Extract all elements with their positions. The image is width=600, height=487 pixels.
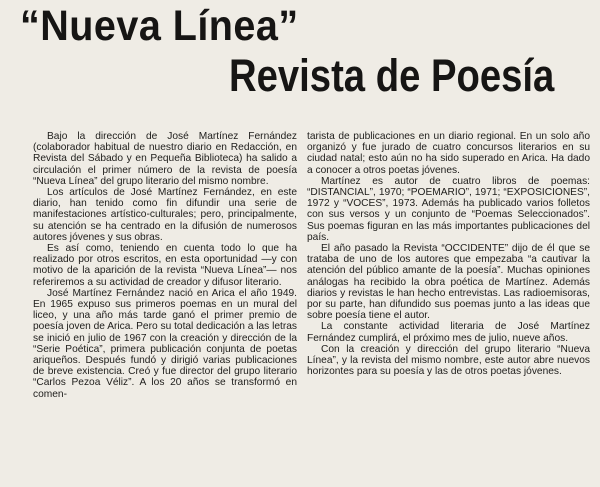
- article-paragraph-continued: tarista de publicaciones en un diario regional. En un solo año organizó y fue jurado de cuatro concursos literarios en su ciudad natal; esto aún no ha sido superado en Arica. Ha dado a conocer a otros poetas jóvenes.: [307, 131, 590, 176]
- article-paragraph: El año pasado la Revista “OCCIDENTE” dijo de él que se trataba de uno de los autores que empezaba “a cautivar la atención del público amante de la poesía”. Muchas opiniones análogas ha recibido la obra poética de Martínez. Además diarios y revistas le han hecho entrevistas. Las radioemisoras, por su parte, han difundido sus poemas junto a las ideas que sobre poesía tiene el autor.: [307, 243, 590, 322]
- article-paragraph: Martínez es autor de cuatro libros de poemas: “DISTANCIAL”, 1970; “POEMARIO”, 1971; “EXPOSICIONES”, 1972 y “VOCES”, 1973. Además ha publicado varios folletos con sus versos y un conjunto de “Poemas Seleccionados”. Sus poemas figuran en las más importantes publicaciones del país.: [307, 175, 590, 243]
- headline-subtitle: Revista de Poesía: [229, 50, 555, 101]
- article-paragraph: Los artículos de José Martínez Fernández, en este diario, han tenido como fin difundir una serie de manifestaciones artístico-culturales; pero, principalmente, su atención se ha centrado en la difusión de numerosos autores jóvenes y sus obras.: [33, 187, 297, 243]
- article-paragraph: La constante actividad literaria de José Martínez Fernández cumplirá, el próximo mes de julio, nueve años.: [307, 321, 590, 344]
- article-column-right: [307, 131, 590, 377]
- headline-title: “Nueva Línea”: [20, 2, 299, 50]
- article-column-left: [33, 131, 297, 400]
- article-paragraph: Bajo la dirección de José Martínez Fernández (colaborador habitual de nuestro diario en Redacción, en Revista del Sábado y en Pequeña Biblioteca) ha salido a circulación el primer número de la revista de poesía “Nueva Línea” del grupo literario del mismo nombre.: [33, 131, 297, 187]
- article-paragraph: José Martínez Fernández nació en Arica el año 1949. En 1965 expuso sus primeros poemas en un mural del liceo, y una año más tarde ganó el primer premio de poesía joven de Arica. Pero su total dedicación a las letras se inició en julio de 1967 con la creación y dirección de la “Serie Poética”, primera publicación conjunta de poetas ariqueños. Después fundó y dirigió varias publicaciones de breve existencia. Creó y fue director del grupo literario “Carlos Pezoa Véliz”. A los 20 años se transformó en comen-: [33, 287, 297, 400]
- article-paragraph: Con la creación y dirección del grupo literario “Nueva Línea”, y la revista del mismo nombre, este autor abre nuevos horizontes para su poesía y las de otros poetas jóvenes.: [307, 343, 590, 378]
- article-paragraph: Es así como, teniendo en cuenta todo lo que ha realizado por otros escritos, en esta oportunidad —y con motivo de la aparición de la revista “Nueva Línea”— nos referiremos a su actividad de creador y difusor literario.: [33, 243, 297, 288]
